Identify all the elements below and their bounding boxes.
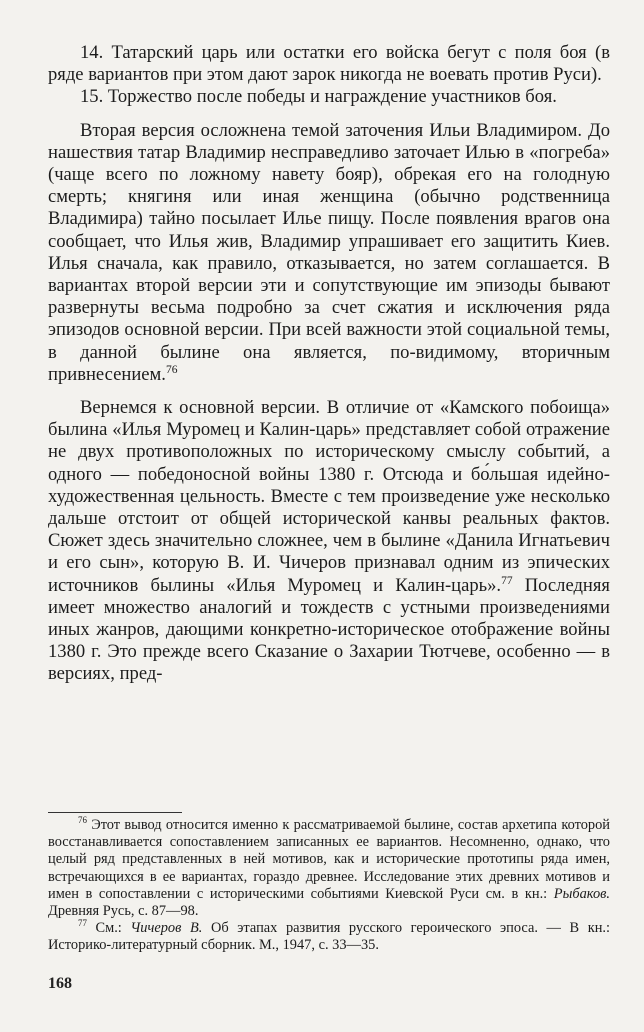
footnotes	[48, 817, 610, 955]
footnote-76	[48, 817, 610, 920]
footnote-76-author: Рыбаков.	[553, 885, 610, 902]
paragraph-text-a: Вернемся к основной версии. В отличие от «Камского побоища» былина «Илья Муромец и Калин-царь» представляет собой отражение не двух противоположных по историческому смыслу событий, а одного — победоносной войны 1380 г. Отсюда и бо́льшая идейно-художественная цельность. Вместе с тем произведение уже несколько дальше отстоит от общей исторической канвы реальных фактов. Сюжет здесь значительно сложнее, чем в былине «Данила Игнатьевич и его сын», которую В. И. Чичеров признавал одним из эпических источников былины «Илья Муромец и Калин-царь».	[48, 397, 610, 596]
paragraph-text: Вторая версия осложнена темой заточения Ильи Владимиром. До нашествия татар Владимир несправедливо заточает Илью в «погреба» (чаще всего по ложному навету бояр), обрекая его на голодную смерть; княгиня или иная женщина (обычно родственница Владимира) тайно посылает Илье пищу. После появления врагов она сообщает, что Илья жив, Владимир упрашивает его защитить Киев. Илья сначала, как правило, отказывается, но затем соглашается. В вариантах второй версии эти и сопутствующие им эпизоды бывают развернуты весьма подробно за счет сжатия и исключения ряда эпизодов основной версии. При всей важности этой социальной темы, в данной былине она является, по-видимому, вторичным привнесением.	[48, 119, 610, 385]
paragraph-list-item-15: 15. Торжество после победы и награждение участников боя.	[80, 86, 557, 108]
footnote-77-author: Чичеров В.	[130, 920, 203, 937]
paragraph-main-version	[48, 397, 610, 686]
footnote-number-77: 77	[78, 918, 87, 929]
footnote-number-76: 76	[78, 815, 87, 826]
footnote-divider	[48, 812, 182, 813]
paragraph-text-b: Последняя имеет множество аналогий и тождеств с устными произведениями иных жанров, дающими конкретно-историческое отображение войны 1380 г. Это прежде всего Сказание о Захарии Тютчеве, особенно — в версиях, пред-	[48, 574, 610, 685]
footnote-76-tail: Древняя Русь, с. 87—98.	[48, 903, 199, 920]
page-number: 168	[48, 975, 72, 992]
paragraph-second-version	[48, 120, 610, 386]
footnote-77	[48, 920, 610, 954]
footnote-ref-77[interactable]: 77	[501, 574, 513, 587]
main-text	[48, 42, 610, 686]
footnote-77-text: Об этапах развития русского героического эпоса. — В кн.: Историко-литературный сборник. М., 1947, с. 33—35.	[48, 920, 610, 954]
footnote-ref-76[interactable]: 76	[165, 363, 178, 376]
footnote-76-text: Этот вывод относится именно к рассматриваемой былине, состав архетипа которой восстанавливается сопоставлением записанных ее вариантов. Несомненно, однако, что целый ряд представленных в ней мотивов, как и исторические прототипы ряда имен, встречающихся в ее вариантах, гораздо древнее. Исследование этих древних мотивов и имен в сопоставлении с историческими событиями Киевской Руси см. в кн.:	[48, 817, 610, 902]
footnote-77-pre: См.:	[86, 920, 131, 937]
paragraph-list-item-14: 14. Татарский царь или остатки его войска бегут с поля боя (в ряде вариантов при этом дают зарок никогда не воевать против Руси).	[48, 42, 610, 86]
